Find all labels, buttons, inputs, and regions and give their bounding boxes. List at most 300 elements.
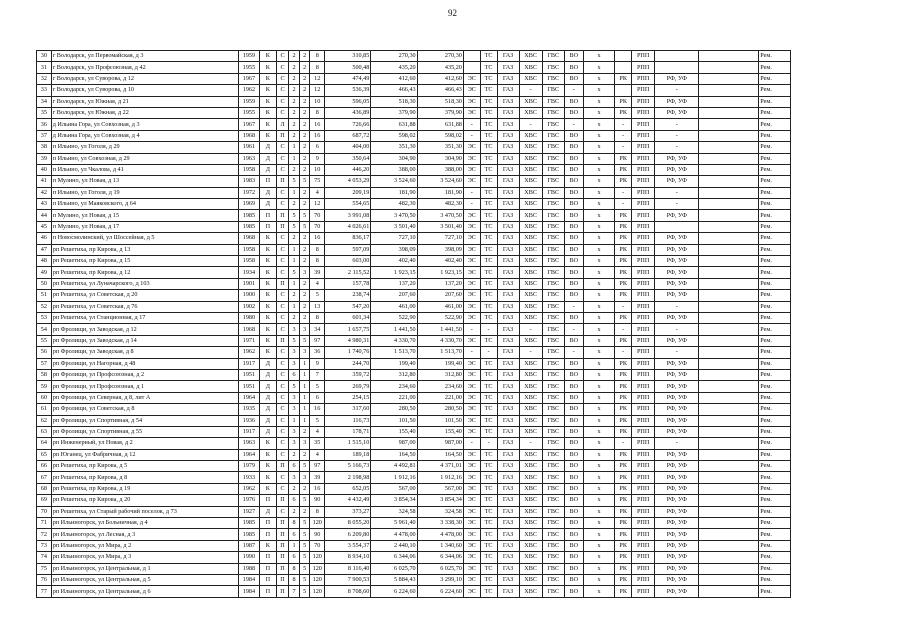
cell-hws: - (519, 85, 542, 96)
cell-apts: 5 (310, 381, 325, 392)
cell-year: 1962 (238, 347, 259, 358)
cell-num: 61 (37, 404, 52, 415)
cell-rfuf: РФ, УФ (655, 244, 699, 255)
cell-mat: К (259, 233, 276, 244)
cell-hws: - (519, 324, 542, 335)
cell-apts: 4 (310, 187, 325, 198)
cell-x1: х (583, 96, 615, 107)
cell-area_total: 310,85 (325, 51, 371, 62)
table-row (37, 312, 791, 323)
cell-num: 76 (37, 574, 52, 585)
cell-hws2: ГВС (542, 142, 564, 153)
cell-rpp: РПП (632, 142, 655, 153)
cell-mat: К (259, 244, 276, 255)
table-row (37, 335, 791, 346)
cell-sew: - (564, 324, 583, 335)
cell-gas: ГАЗ (497, 62, 519, 73)
cell-year: 1901 (238, 278, 259, 289)
table-row (37, 85, 791, 96)
cell-heat (463, 51, 480, 62)
cell-apts: 8 (310, 312, 325, 323)
cell-area_total: 596,05 (325, 96, 371, 107)
cell-rpp: РПП (632, 369, 655, 380)
cell-blank (699, 96, 759, 107)
cell-entr: 3 (299, 347, 310, 358)
cell-num: 62 (37, 415, 52, 426)
cell-cws: ТС (480, 290, 497, 301)
table-row (37, 164, 791, 175)
cell-area_living: 987,00 (371, 438, 417, 449)
cell-area_total: 238,74 (325, 290, 371, 301)
cell-hws: ХВС (519, 540, 542, 551)
cell-sew: ВО (564, 244, 583, 255)
table-row (37, 199, 791, 210)
cell-apts: 7 (310, 369, 325, 380)
cell-year: 1968 (238, 130, 259, 141)
cell-rk: РК (615, 312, 632, 323)
cell-area_total: 4 980,31 (325, 335, 371, 346)
cell-blank (699, 426, 759, 437)
cell-gas: ГАЗ (497, 278, 519, 289)
cell-gas: ГАЗ (497, 347, 519, 358)
cell-area_total: 209,19 (325, 187, 371, 198)
cell-num: 70 (37, 506, 52, 517)
cell-rpp: РПП (632, 461, 655, 472)
cell-floors: 1 (289, 153, 300, 164)
cell-rpp: РПП (632, 176, 655, 187)
cell-cws: ТС (480, 495, 497, 506)
cell-address: рп Фролищи, ул Спортивная, д 55 (51, 426, 238, 437)
cell-mat: П (259, 221, 276, 232)
cell-apts: 8 (310, 51, 325, 62)
cell-mat: Д (259, 358, 276, 369)
cell-area_res: 3 299,10 (417, 574, 463, 585)
cell-area_total: 2 115,52 (325, 267, 371, 278)
cell-gas: ГАЗ (497, 358, 519, 369)
cell-hws2: ГВС (542, 153, 564, 164)
cell-num: 39 (37, 153, 52, 164)
cell-heat: ЭС (463, 415, 480, 426)
cell-gas: ГАЗ (497, 210, 519, 221)
cell-area_total: 157,78 (325, 278, 371, 289)
cell-floors: 2 (289, 62, 300, 73)
cell-x1: х (583, 461, 615, 472)
cell-cat: С (276, 233, 289, 244)
cell-mat: Д (259, 392, 276, 403)
cell-rpp: РПП (632, 290, 655, 301)
cell-rpp: РПП (632, 73, 655, 84)
cell-gas: ГАЗ (497, 73, 519, 84)
cell-entr: 5 (299, 335, 310, 346)
cell-rpp: РПП (632, 586, 655, 597)
cell-address: рп Решетиха, пр Кирова, д 8 (51, 472, 238, 483)
cell-year: 1985 (238, 221, 259, 232)
cell-sew: ВО (564, 586, 583, 597)
cell-rfuf: РФ, УФ (655, 256, 699, 267)
cell-rem: Рем. (759, 552, 791, 563)
cell-blank (699, 381, 759, 392)
cell-address: п Мулино, ул Новая, д 15 (51, 210, 238, 221)
cell-mat: К (259, 130, 276, 141)
cell-area_living: 3 501,40 (371, 221, 417, 232)
table-row (37, 438, 791, 449)
cell-area_total: 254,15 (325, 392, 371, 403)
cell-rfuf (655, 62, 699, 73)
cell-sew: ВО (564, 107, 583, 118)
cell-rem: Рем. (759, 312, 791, 323)
cell-rk (615, 62, 632, 73)
cell-rfuf: РФ, УФ (655, 415, 699, 426)
cell-hws2: ГВС (542, 324, 564, 335)
cell-cat: Л (276, 119, 289, 130)
cell-x1: х (583, 301, 615, 312)
cell-x1: х (583, 392, 615, 403)
cell-rem: Рем. (759, 529, 791, 540)
cell-entr: 5 (299, 461, 310, 472)
cell-x1: х (583, 404, 615, 415)
cell-rem: Рем. (759, 324, 791, 335)
cell-num: 75 (37, 563, 52, 574)
cell-sew: ВО (564, 540, 583, 551)
cell-blank (699, 187, 759, 198)
cell-gas: ГАЗ (497, 404, 519, 415)
cell-cat: П (276, 552, 289, 563)
cell-rfuf: РФ, УФ (655, 267, 699, 278)
cell-sew: ВО (564, 495, 583, 506)
cell-cat: С (276, 301, 289, 312)
cell-area_total: 404,00 (325, 142, 371, 153)
cell-rem: Рем. (759, 540, 791, 551)
cell-floors: 2 (289, 290, 300, 301)
cell-blank (699, 472, 759, 483)
cell-x1: х (583, 244, 615, 255)
cell-area_living: 137,20 (371, 278, 417, 289)
table-row (37, 495, 791, 506)
cell-area_living: 2 440,10 (371, 540, 417, 551)
cell-area_res: 412,60 (417, 73, 463, 84)
cell-rpp: РПП (632, 233, 655, 244)
cell-area_living: 461,00 (371, 301, 417, 312)
cell-area_res: 324,58 (417, 506, 463, 517)
cell-rpp: РПП (632, 278, 655, 289)
cell-cat: С (276, 358, 289, 369)
cell-rpp: РПП (632, 358, 655, 369)
cell-entr: 5 (299, 210, 310, 221)
cell-hws2: ГВС (542, 552, 564, 563)
cell-cat: П (276, 461, 289, 472)
cell-cws: - (480, 347, 497, 358)
cell-heat: ЭС (463, 301, 480, 312)
cell-mat: Д (259, 187, 276, 198)
cell-floors: 3 (289, 472, 300, 483)
cell-x1: х (583, 107, 615, 118)
cell-area_total: 244,70 (325, 358, 371, 369)
cell-gas: ГАЗ (497, 574, 519, 585)
cell-blank (699, 107, 759, 118)
cell-rem: Рем. (759, 210, 791, 221)
cell-year: 1990 (238, 552, 259, 563)
cell-rk: РК (615, 461, 632, 472)
table-row (37, 278, 791, 289)
cell-apts: 5 (310, 415, 325, 426)
cell-floors: 7 (289, 586, 300, 597)
cell-hws: ХВС (519, 62, 542, 73)
cell-hws2: ГВС (542, 392, 564, 403)
cell-area_total: 178,71 (325, 426, 371, 437)
cell-entr: 5 (299, 552, 310, 563)
cell-year: 1963 (238, 438, 259, 449)
cell-mat: Д (259, 369, 276, 380)
cell-mat: К (259, 119, 276, 130)
cell-sew: ВО (564, 369, 583, 380)
cell-address: г Володарск, ул Первомайская, д 3 (51, 51, 238, 62)
cell-sew: ВО (564, 233, 583, 244)
cell-num: 36 (37, 119, 52, 130)
cell-x1: х (583, 495, 615, 506)
cell-hws2: ГВС (542, 540, 564, 551)
cell-address: рп Ильиногорск, ул Мира, д 2 (51, 540, 238, 551)
cell-area_living: 402,40 (371, 256, 417, 267)
cell-mat: К (259, 312, 276, 323)
cell-entr: 2 (299, 483, 310, 494)
cell-gas: ГАЗ (497, 153, 519, 164)
cell-area_res: 181,90 (417, 187, 463, 198)
cell-num: 54 (37, 324, 52, 335)
cell-area_total: 687,72 (325, 130, 371, 141)
cell-cws: ТС (480, 461, 497, 472)
cell-area_living: 388,00 (371, 164, 417, 175)
cell-hws: ХВС (519, 107, 542, 118)
cell-floors: 5 (289, 210, 300, 221)
cell-cat: С (276, 347, 289, 358)
cell-address: рп Ильиногорск, ул Мира, д 3 (51, 552, 238, 563)
cell-area_res: 1 340,60 (417, 540, 463, 551)
cell-blank (699, 518, 759, 529)
cell-heat: ЭС (463, 574, 480, 585)
cell-rk: РК (615, 267, 632, 278)
cell-hws: ХВС (519, 73, 542, 84)
cell-rpp: РПП (632, 312, 655, 323)
cell-gas: ГАЗ (497, 107, 519, 118)
cell-hws: ХВС (519, 506, 542, 517)
cell-area_living: 324,58 (371, 506, 417, 517)
cell-entr: 1 (299, 404, 310, 415)
cell-rk: РК (615, 176, 632, 187)
cell-num: 43 (37, 199, 52, 210)
cell-apts: 97 (310, 335, 325, 346)
cell-sew: ВО (564, 381, 583, 392)
table-row (37, 347, 791, 358)
cell-area_living: 304,90 (371, 153, 417, 164)
cell-x1: х (583, 574, 615, 585)
cell-rk: - (615, 119, 632, 130)
cell-year: 1958 (238, 164, 259, 175)
cell-mat: К (259, 290, 276, 301)
cell-hws2: ГВС (542, 415, 564, 426)
cell-cat: С (276, 438, 289, 449)
cell-area_res: 6 224,60 (417, 586, 463, 597)
cell-cws: ТС (480, 278, 497, 289)
cell-heat: ЭС (463, 552, 480, 563)
cell-address: рп Фролищи, ул Профсоюзная, д 2 (51, 369, 238, 380)
cell-apts: 13 (310, 301, 325, 312)
cell-hws: ХВС (519, 574, 542, 585)
cell-hws: ХВС (519, 461, 542, 472)
cell-cat: С (276, 381, 289, 392)
cell-year: 1971 (238, 335, 259, 346)
cell-area_total: 603,00 (325, 256, 371, 267)
cell-area_living: 4 478,00 (371, 529, 417, 540)
cell-blank (699, 449, 759, 460)
cell-area_res: 631,88 (417, 119, 463, 130)
cell-rem: Рем. (759, 518, 791, 529)
cell-entr: 5 (299, 518, 310, 529)
cell-entr: 3 (299, 438, 310, 449)
cell-entr: 2 (299, 449, 310, 460)
cell-rk: РК (615, 381, 632, 392)
cell-area_living: 221,00 (371, 392, 417, 403)
cell-year: 1964 (238, 449, 259, 460)
cell-area_res: 3 338,30 (417, 518, 463, 529)
cell-rpp: РПП (632, 267, 655, 278)
table-row (37, 301, 791, 312)
cell-floors: 3 (289, 438, 300, 449)
page-number: 92 (448, 8, 457, 18)
cell-area_total: 536,39 (325, 85, 371, 96)
cell-hws: ХВС (519, 256, 542, 267)
cell-year: 1988 (238, 563, 259, 574)
cell-year: 1983 (238, 176, 259, 187)
cell-x1: х (583, 62, 615, 73)
cell-rfuf: РФ, УФ (655, 153, 699, 164)
cell-gas: ГАЗ (497, 518, 519, 529)
cell-rpp: РПП (632, 404, 655, 415)
cell-area_res: 398,09 (417, 244, 463, 255)
cell-area_res: 199,40 (417, 358, 463, 369)
cell-floors: 3 (289, 358, 300, 369)
cell-x1: х (583, 518, 615, 529)
cell-rem: Рем. (759, 107, 791, 118)
table-row (37, 415, 791, 426)
cell-entr: 2 (299, 130, 310, 141)
cell-rem: Рем. (759, 73, 791, 84)
cell-sew: ВО (564, 404, 583, 415)
cell-area_res: 234,60 (417, 381, 463, 392)
cell-entr: 5 (299, 540, 310, 551)
cell-rpp: РПП (632, 426, 655, 437)
cell-area_res: 6 025,70 (417, 563, 463, 574)
cell-entr: 2 (299, 233, 310, 244)
cell-rem: Рем. (759, 96, 791, 107)
cell-area_living: 466,43 (371, 85, 417, 96)
cell-address: рп Ильиногорск, ул Центральная, д 1 (51, 563, 238, 574)
cell-rk: - (615, 324, 632, 335)
cell-rem: Рем. (759, 347, 791, 358)
cell-mat: К (259, 62, 276, 73)
table-row (37, 119, 791, 130)
cell-num: 77 (37, 586, 52, 597)
cell-year: 1959 (238, 51, 259, 62)
cell-cat: С (276, 506, 289, 517)
cell-area_total: 317,60 (325, 404, 371, 415)
cell-area_res: 164,50 (417, 449, 463, 460)
cell-area_res: 1 441,50 (417, 324, 463, 335)
cell-area_living: 4 492,81 (371, 461, 417, 472)
cell-hws2: ГВС (542, 278, 564, 289)
cell-entr: 5 (299, 574, 310, 585)
cell-rfuf: РФ, УФ (655, 369, 699, 380)
table-row (37, 51, 791, 62)
cell-gas: ГАЗ (497, 256, 519, 267)
cell-mat: К (259, 449, 276, 460)
cell-gas: ГАЗ (497, 51, 519, 62)
cell-cat: С (276, 426, 289, 437)
cell-blank (699, 574, 759, 585)
cell-area_res: 598,02 (417, 130, 463, 141)
cell-area_total: 474,49 (325, 73, 371, 84)
table-row (37, 518, 791, 529)
cell-area_living: 1 441,50 (371, 324, 417, 335)
cell-sew: ВО (564, 142, 583, 153)
cell-sew: ВО (564, 267, 583, 278)
cell-year: 1985 (238, 529, 259, 540)
cell-rk: РК (615, 404, 632, 415)
cell-entr: 2 (299, 290, 310, 301)
cell-rem: Рем. (759, 85, 791, 96)
cell-gas: ГАЗ (497, 199, 519, 210)
cell-rem: Рем. (759, 164, 791, 175)
cell-rem: Рем. (759, 142, 791, 153)
cell-area_living: 398,09 (371, 244, 417, 255)
cell-gas: ГАЗ (497, 142, 519, 153)
cell-year: 1985 (238, 210, 259, 221)
cell-rk: РК (615, 278, 632, 289)
cell-floors: 3 (289, 426, 300, 437)
table-row (37, 96, 791, 107)
cell-cat: С (276, 392, 289, 403)
cell-mat: Д (259, 381, 276, 392)
cell-blank (699, 506, 759, 517)
cell-rk: РК (615, 529, 632, 540)
cell-address: г Володарск, ул Южная, д 22 (51, 107, 238, 118)
cell-cat: С (276, 62, 289, 73)
cell-x1: х (583, 164, 615, 175)
cell-rfuf: РФ, УФ (655, 461, 699, 472)
cell-x1: х (583, 369, 615, 380)
cell-area_res: 402,40 (417, 256, 463, 267)
cell-rem: Рем. (759, 404, 791, 415)
cell-year: 1984 (238, 586, 259, 597)
cell-area_total: 836,17 (325, 233, 371, 244)
cell-rk: РК (615, 256, 632, 267)
cell-blank (699, 301, 759, 312)
cell-apts: 8 (310, 107, 325, 118)
cell-area_res: 466,43 (417, 85, 463, 96)
cell-floors: 6 (289, 529, 300, 540)
cell-year: 1917 (238, 358, 259, 369)
cell-address: рп Фролищи, ул Нагорная, д 48 (51, 358, 238, 369)
cell-apts: 10 (310, 164, 325, 175)
cell-rem: Рем. (759, 472, 791, 483)
cell-hws2: ГВС (542, 358, 564, 369)
cell-rfuf: РФ, УФ (655, 495, 699, 506)
cell-blank (699, 369, 759, 380)
cell-rpp: РПП (632, 244, 655, 255)
cell-sew: ВО (564, 483, 583, 494)
cell-mat: П (259, 574, 276, 585)
cell-cws: ТС (480, 256, 497, 267)
cell-blank (699, 210, 759, 221)
